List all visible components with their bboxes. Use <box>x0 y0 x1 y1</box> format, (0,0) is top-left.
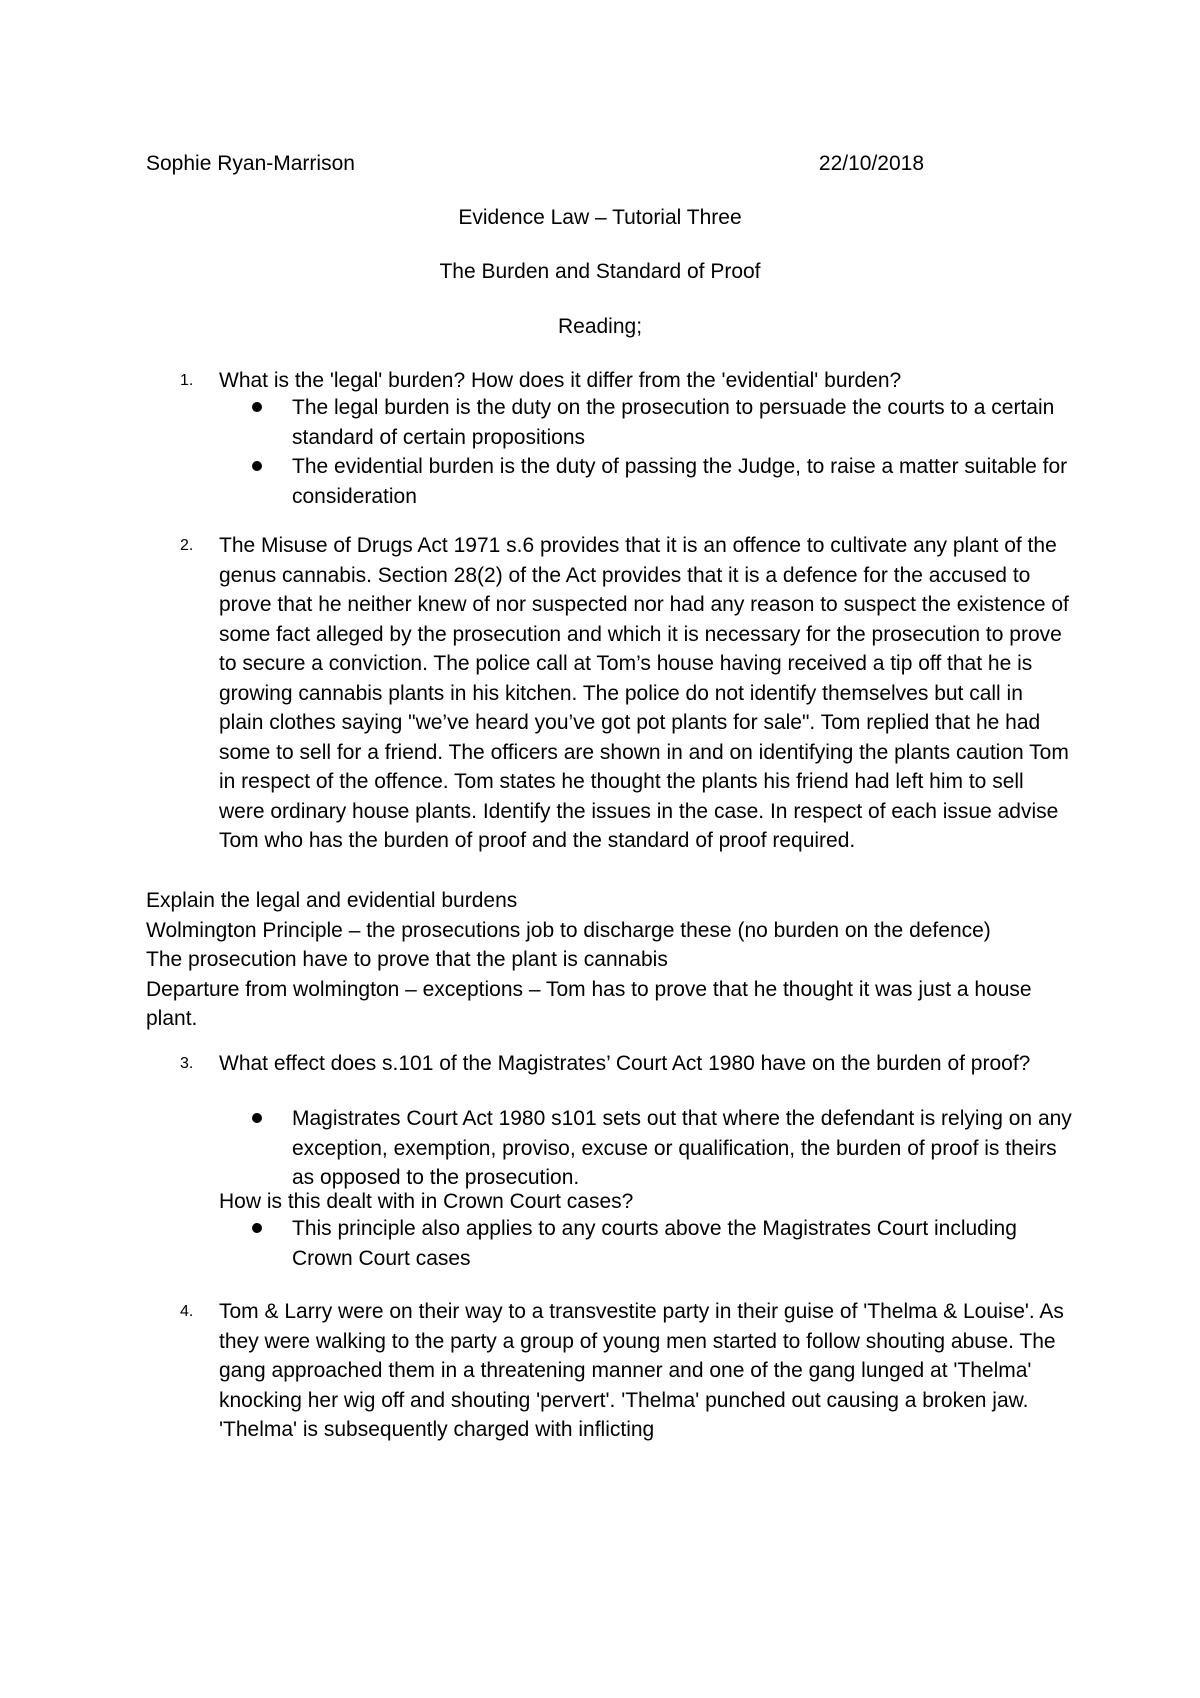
question-text: Tom & Larry were on their way to a transvestite party in their guise of 'Thelma & Louise'. As they were walking to the party a group of young men started to follow shouting abuse. The gang approached them in a threatening manner and one of the gang lunged at 'Thelma' knocking her wig off and shouting 'pervert'. 'Thelma' punched out causing a broken jaw. 'Thelma' is subsequently charged with inflicting <box>219 1300 1064 1441</box>
answer-notes <box>146 886 1066 1034</box>
question-3-answers-b <box>0 1214 1200 1273</box>
bullet-icon <box>252 402 262 412</box>
document-subtitle: The Burden and Standard of Proof <box>439 260 761 283</box>
answer-bullet <box>0 1104 1200 1193</box>
question-text: The Misuse of Drugs Act 1971 s.6 provides that it is an offence to cultivate any plant of the genus cannabis. Section 28(2) of the Act provides that it is a defence for the accused to prove that he neither knew of nor suspected nor had any reason to suspect the existence of some fact alleged by the prosecution and which it is necessary for the prosecution to prove to secure a conviction. The police call at Tom’s house having received a tip off that he is growing cannabis plants in his kitchen. The police do not identify themselves but call in plain clothes saying "we’ve heard you’ve got pot plants for sale". Tom replied that he had some to sell for a friend. The officers are shown in and on identifying the plants caution Tom in respect of the offence. Tom states he thought the plants his friend had left him to sell were ordinary house plants. Identify the issues in the case. In respect of each issue advise Tom who has the burden of proof and the standard of proof required. <box>219 534 1069 852</box>
note-line: The prosecution have to prove that the plant is cannabis <box>146 948 668 971</box>
bullet-icon <box>252 1223 262 1233</box>
note-line: Departure from wolmington – exceptions – Tom has to prove that he thought it was just a house plant. <box>146 977 1032 1030</box>
bullet-icon <box>252 1113 262 1123</box>
question-3-answers-a <box>0 1104 1200 1193</box>
document-header <box>146 149 924 179</box>
note-line: Wolmington Principle – the prosecutions job to discharge these (no burden on the defence) <box>146 918 991 942</box>
answer-bullet <box>0 452 1200 511</box>
answer-text: Magistrates Court Act 1980 s101 sets out that where the defendant is relying on any exception, exemption, proviso, excuse or qualification, the burden of proof is theirs as opposed to the prosecution. <box>292 1107 1072 1189</box>
answer-bullet <box>0 393 1200 452</box>
question-text: What is the 'legal' burden? How does it differ from the 'evidential' burden? <box>219 369 902 392</box>
question-1-answers <box>0 393 1200 511</box>
document-date: 22/10/2018 <box>818 152 924 175</box>
note-line: Explain the legal and evidential burdens <box>146 889 518 912</box>
author-name: Sophie Ryan-Marrison <box>146 152 355 175</box>
reading-label: Reading; <box>557 315 643 338</box>
question-number: 1. <box>180 372 194 389</box>
question-3-followup: How is this dealt with in Crown Court cases? <box>219 1190 634 1213</box>
question-number: 3. <box>180 1055 194 1072</box>
answer-text: This principle also applies to any courts above the Magistrates Court including Crown Court cases <box>292 1217 1017 1270</box>
question-text: What effect does s.101 of the Magistrates’ Court Act 1980 have on the burden of proof? <box>219 1052 1031 1075</box>
answer-text: The legal burden is the duty on the prosecution to persuade the courts to a certain standard of certain propositions <box>292 396 1055 449</box>
answer-text: The evidential burden is the duty of passing the Judge, to raise a matter suitable for consideration <box>292 455 1068 508</box>
bullet-icon <box>252 461 262 471</box>
document-title: Evidence Law – Tutorial Three <box>458 206 742 229</box>
answer-bullet <box>0 1214 1200 1273</box>
question-number: 2. <box>180 537 194 554</box>
question-number: 4. <box>180 1303 194 1320</box>
